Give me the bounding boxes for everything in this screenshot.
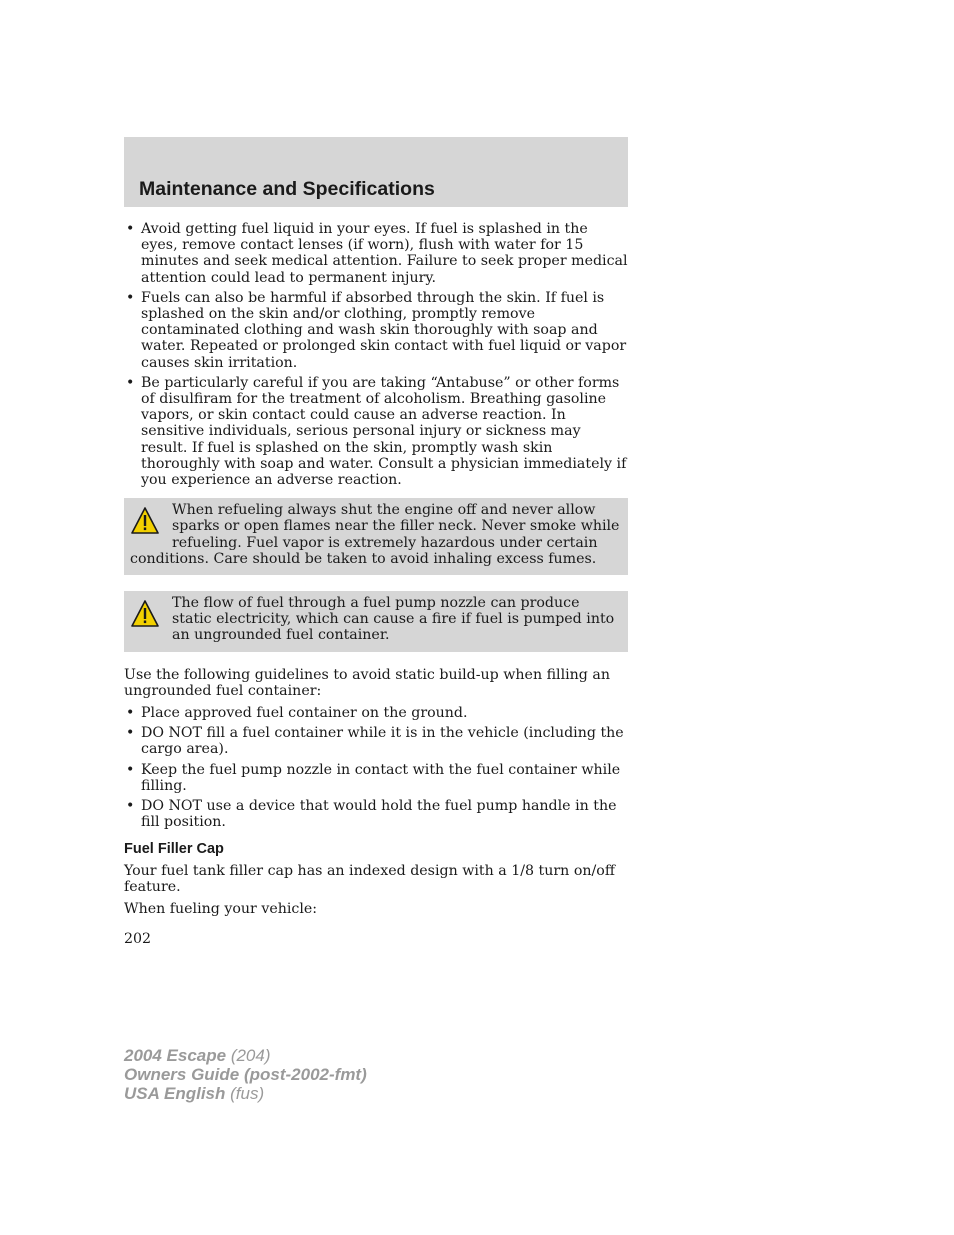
warning-text: When refueling always shut the engine off and never allow sparks or open flames near the filler neck. Never smoke while refueling. Fuel vapor is extremely hazardous under certain conditions. Care should be taken to avoid inhaling excess fumes. [130,502,620,567]
page-number: 202 [124,931,152,948]
footer-line [124,1046,367,1065]
fuel-filler-cap-paragraph: When fueling your vehicle: [124,901,318,918]
footer-guide: Owners Guide (post-2002-fmt) [124,1065,367,1084]
document-footer [124,1046,367,1103]
bullet-marker: • [126,221,135,237]
section-header-band [124,137,628,207]
footer-model-code: (204) [226,1046,271,1065]
bullet-marker: • [126,374,135,391]
list-item-text: DO NOT use a device that would hold the fuel pump handle in the fill position. [141,798,617,831]
bullet-marker: • [126,289,135,306]
page-content [124,221,628,948]
list-item-text: Avoid getting fuel liquid in your eyes. If fuel is splashed in the eyes, remove contact lenses (if worn), flush with water for 15 minutes and seek medical attention. Failure to seek proper medical attention could lead to permanent injury. [141,221,628,286]
section-title: Maintenance and Specifications [139,178,435,200]
warning-triangle-icon [130,506,160,536]
list-item-text: Be particularly careful if you are taking “Antabuse” or other forms of disulfiram for the treatment of alcoholism. Breathing gasoline vapors, or skin contact could cause an adverse reaction. In sensitive individuals, serious personal injury or sickness may result. If fuel is splashed on the skin, promptly wash skin thoroughly with soap and water. Consult a physician immediately if you experience an adverse reaction. [141,374,627,489]
guidelines-intro: Use the following guidelines to avoid static build-up when filling an ungrounded fuel container: [124,666,610,699]
bullet-marker: • [126,705,135,722]
list-item [124,290,628,371]
list-item-text: DO NOT fill a fuel container while it is in the vehicle (including the cargo area). [141,725,624,758]
bullet-marker: • [126,798,135,815]
list-item [124,798,628,830]
list-item [124,705,628,721]
warning-box-static [124,591,628,652]
list-item [124,375,628,488]
bullet-marker: • [126,725,135,742]
bullet-marker: • [126,761,135,778]
warning-box-refueling [124,498,628,575]
list-item-text: Fuels can also be harmful if absorbed through the skin. If fuel is splashed on the skin and/or clothing, promptly remove contaminated clothing and wash skin thoroughly with soap and water. Repeated or prolonged skin contact with fuel liquid or vapor causes skin irritation. [141,289,627,371]
list-item [124,725,628,757]
fuel-filler-cap-heading: Fuel Filler Cap [124,840,224,857]
warning-triangle-icon [130,599,160,629]
footer-language: USA English [124,1084,226,1103]
footer-line [124,1065,367,1084]
list-item-text: Keep the fuel pump nozzle in contact with the fuel container while filling. [141,761,621,794]
list-item [124,762,628,794]
list-item-text: Place approved fuel container on the ground. [141,705,468,722]
guidelines-bullet-list [124,705,628,830]
footer-line [124,1084,367,1103]
footer-model: 2004 Escape [124,1046,227,1065]
fuel-filler-cap-paragraph: Your fuel tank filler cap has an indexed design with a 1/8 turn on/off feature. [124,862,615,895]
warning-text: The flow of fuel through a fuel pump nozzle can produce static electricity, which can cause a fire if fuel is pumped into an ungrounded fuel container. [172,595,615,644]
list-item [124,221,628,286]
footer-language-code: (fus) [225,1084,265,1103]
safety-bullet-list [124,221,628,488]
